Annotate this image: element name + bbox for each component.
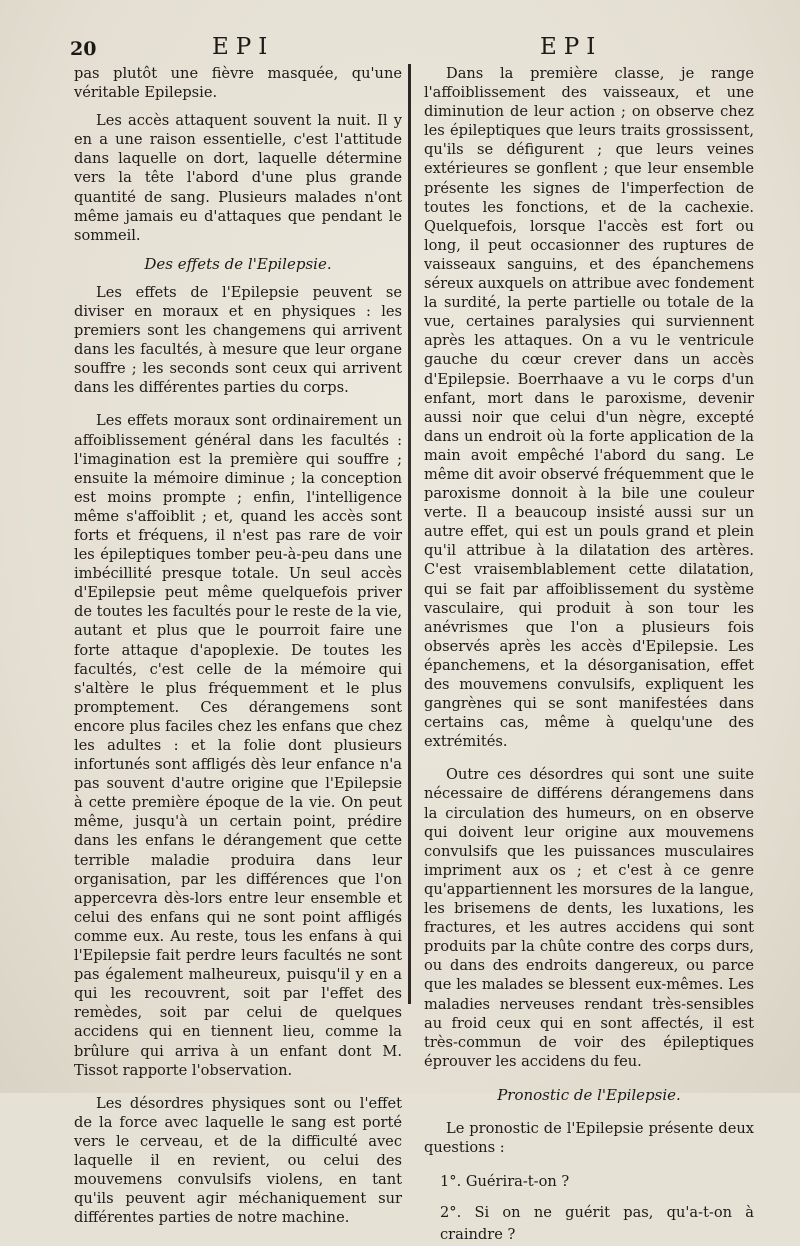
paragraph: Les effets de l'Epilepsie peuvent se diviser en moraux et en physiques : les premiers sont les changemens qui arrivent dans les facultés, à mesure que leur organe souffre ; les seconds sont ceux qui arrivent dans les différentes parties du corps. (74, 283, 402, 397)
column-divider (408, 64, 411, 1004)
paragraph: Les effets moraux sont ordinairement un affoiblissement général dans les facultés : l'imagination est la première qui souffre ; ensuite la mémoire diminue ; la conception est moins prompte ; enfin, l'intelligence même s'affoiblit ; et, quand les accès sont forts et fréquens, il n'est pas rare de voir les épileptiques tomber peu-à-peu dans une imbécillité presque totale. Un seul accès d'Epilepsie peut même quelquefois priver de toutes les facultés pour le reste de la vie, autant et plus que le pourroit faire une forte attaque d'apoplexie. De toutes les facultés, c'est celle de la mémoire qui s'altère le plus fréquemment et le plus promptement. Ces dérangemens sont encore plus faciles chez les enfans que chez les adultes : et la folie dont plusieurs infortunés sont affligés dès leur enfance n'a pas souvent d'autre origine que l'Epilepsie à cette première époque de la vie. On peut même, jusqu'à un certain point, prédire dans les enfans le dérangement que cette terrible maladie produira dans leur organisation, par les différences que l'on appercevra dès-lors entre leur ensemble et celui des enfans qui ne sont point affligés comme eux. Au reste, tous les enfans à qui l'Epilepsie fait perdre leurs facultés ne sont pas également malheureux, puisqu'il y en a qui les recouvrent, soit par l'effet des remèdes, soit par celui de quelques accidens qui en tiennent lieu, comme la brûlure qui arriva à un enfant dont M. Tissot rapporte l'observation. (74, 412, 402, 1079)
question-item: 2°. Si on ne guérit pas, qu'a-t-on à craindre ? (440, 1204, 754, 1244)
paragraph: Outre ces désordres qui sont une suite nécessaire de différens dérangemens dans la circulation des humeurs, on en observe qui doivent leur origine aux mouvemens convulsifs que les puissances musculaires impriment aux os ; et c'est à ce genre qu'appartiennent les morsures de la langue, les brisemens de dents, les luxations, les fractures, et les autres accidens qui sont produits par la chûte contre des corps durs, ou dans des endroits dangereux, ou parce que les malades se blessent eux-mêmes. Les maladies nerveuses rendant très-sensibles au froid ceux qui en sont affectés, il est très-commun de voir des épileptiques éprouver les accidens du feu. (424, 766, 754, 1070)
paragraph: Le pronostic de l'Epilepsie présente deux questions : (424, 1119, 754, 1156)
left-column (74, 64, 402, 1227)
running-title-right: EPI (540, 34, 603, 60)
section-heading-text: Pronostic de l'Epilepsie. (497, 1085, 681, 1104)
paragraph: Les accès attaquent souvent la nuit. Il y en a une raison essentielle, c'est l'attitude dans laquelle on dort, laquelle détermine vers la tête l'abord d'une plus grande quantité de sang. Plusieurs malades n'ont même jamais eu d'attaques que pendant le sommeil. (74, 112, 402, 244)
paragraph: Dans la première classe, je range l'affoiblissement des vaisseaux, et une diminution de leur action ; on observe chez les épileptiques que leurs traits grossissent, qu'ils se défigurent ; que leurs veines extérieures se gonflent ; que leur ensemble présente les signes de l'imperfection de toutes les fonctions, et de la cachexie. Quelquefois, lorsque l'accès est fort ou long, il peut occasionner des ruptures de vaisseaux sanguins, et des épanchemens séreux auxquels on attribue avec fondement la surdité, la perte partielle ou totale de la vue, certaines paralysies qui surviennent après les attaques. On a vu le ventricule gauche du cœur crever dans un accès d'Epilepsie. Boerrhaave a vu le corps d'un enfant, mort dans le paroxisme, devenir aussi noir que celui d'un nègre, excepté dans un endroit où la forte application de la main avoit empêché l'abord du sang. Le même dit avoir observé fréquemment que le paroxisme donnoit à la bile une couleur verte. Il a beaucoup insisté aussi sur un autre effet, qui est un pouls grand et plein qu'il attribue à la dilatation des artères. C'est vraisemblablement cette dilatation, qui se fait par affoiblissement du système vasculaire, qui produit à son tour les anévrismes que l'on a plusieurs fois observés après les accès d'Epilepsie. Les épanchemens, et la désorganisation, effet des mouvemens convulsifs, expliquent les gangrènes qui se sont manifestées dans certains cas, même à quelqu'une des extrémités. (424, 65, 754, 751)
section-heading (424, 1085, 754, 1105)
paragraph: Les désordres physiques sont ou l'effet de la force avec laquelle le sang est porté vers le cerveau, et de la difficulté avec laquelle il en revient, ou celui des mouvemens convulsifs violens, en tant qu'ils peuvent agir méchaniquement sur différentes parties de notre machine. (74, 1094, 402, 1227)
right-column (424, 64, 754, 1246)
page-number: 20 (70, 38, 97, 60)
running-header (0, 34, 800, 64)
question-item: 1°. Guérira-t-on ? (440, 1173, 570, 1191)
section-heading-text: Des effets de l'Epilepsie. (144, 254, 332, 273)
running-title-left: EPI (212, 34, 275, 60)
section-heading (74, 254, 402, 274)
paragraph: pas plutôt une fièvre masquée, qu'une véritable Epilepsie. (74, 65, 402, 102)
